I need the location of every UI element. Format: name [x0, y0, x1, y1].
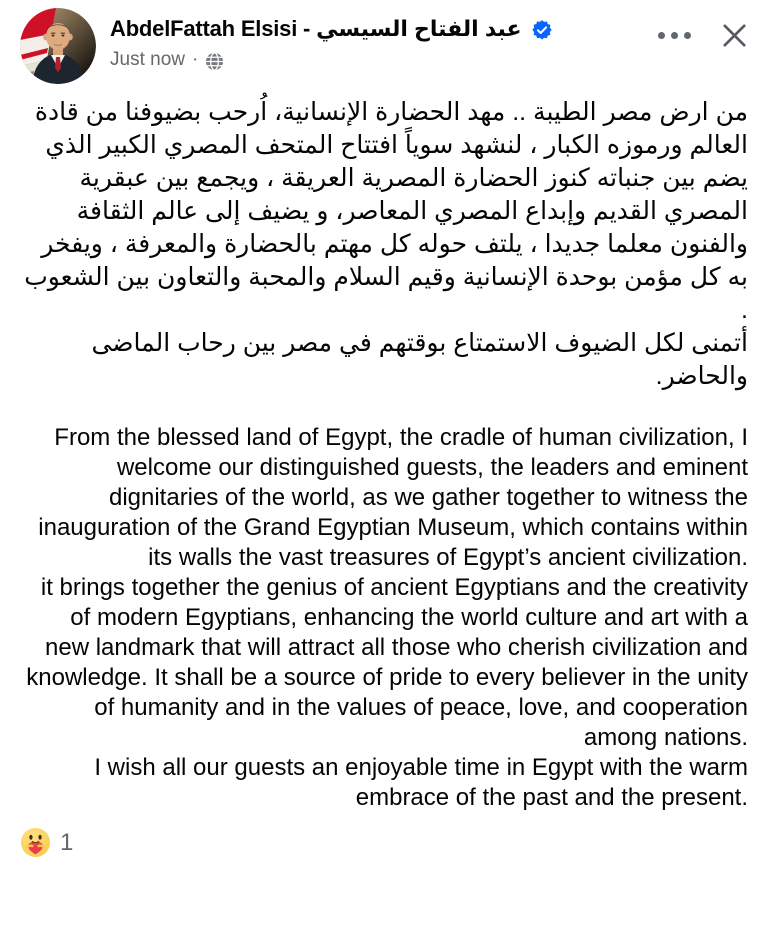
- reaction-count[interactable]: 1: [60, 828, 74, 856]
- three-dots-icon: [658, 32, 665, 39]
- profile-name[interactable]: AbdelFattah Elsisi - عبد الفتاح السيسي: [110, 16, 522, 41]
- meta-separator: ·: [191, 49, 199, 70]
- more-options-button[interactable]: [656, 26, 693, 45]
- post-timestamp[interactable]: Just now: [110, 49, 185, 70]
- close-button[interactable]: [719, 20, 750, 51]
- post-header: [0, 0, 768, 84]
- header-info: [110, 8, 656, 71]
- name-row: [110, 16, 656, 42]
- close-icon: [719, 20, 750, 51]
- post-paragraph-english-3: I wish all our guests an enjoyable time in Egypt with the warm embrace of the past and the present.: [94, 754, 748, 811]
- post-paragraph-english-2: it brings together the genius of ancient Egyptians and the creativity of modern Egyptians, enhancing the world culture and art with a new landmark that will attract all those who cherish civilization and knowledge. It shall be a source of pride to every believer in the unity of humanity and in the values of peace, love, and cooperation among nations.: [26, 574, 748, 751]
- reaction-summary[interactable]: [0, 813, 768, 858]
- avatar-image: [20, 8, 96, 84]
- globe-audience-icon: [205, 52, 224, 71]
- post-paragraph-arabic-2: أتمنى لكل الضيوف الاستمتاع بوقتهم في مصر بين رحاب الماضى والحاضر.: [91, 329, 748, 390]
- post-meta: [110, 49, 656, 71]
- verified-badge-icon: [531, 19, 553, 41]
- care-reaction-icon[interactable]: [20, 827, 51, 858]
- header-actions: [656, 8, 750, 51]
- post-paragraph-arabic-1: من ارض مصر الطيبة .. مهد الحضارة الإنسانية، اُرحب بضيوفنا من قادة العالم ورموزه الكبار ، لنشهد سوياً افتتاح المتحف المصري الكبير الذي يضم بين جنباته كنوز الحضارة المصرية العريقة ، ويجمع بين عبقرية المصري القديم وإبداع المصري المعاصر، و يضيف إلى عالم الثقافة والفنون معلما جديدا ، يلتف حوله كل مهتم بالحضارة والمعرفة ، ويفخر به كل مؤمن بوحدة الإنسانية وقيم السلام والمحبة والتعاون بين الشعوب .: [24, 98, 748, 324]
- post-content: [0, 84, 768, 813]
- profile-avatar[interactable]: [20, 8, 96, 84]
- post-paragraph-english-1: From the blessed land of Egypt, the cradle of human civilization, I welcome our distinguished guests, the leaders and eminent dignitaries of the world, as we gather together to witness the inauguration of the Grand Egyptian Museum, which contains within its walls the vast treasures of Egypt’s ancient civilization.: [38, 424, 748, 571]
